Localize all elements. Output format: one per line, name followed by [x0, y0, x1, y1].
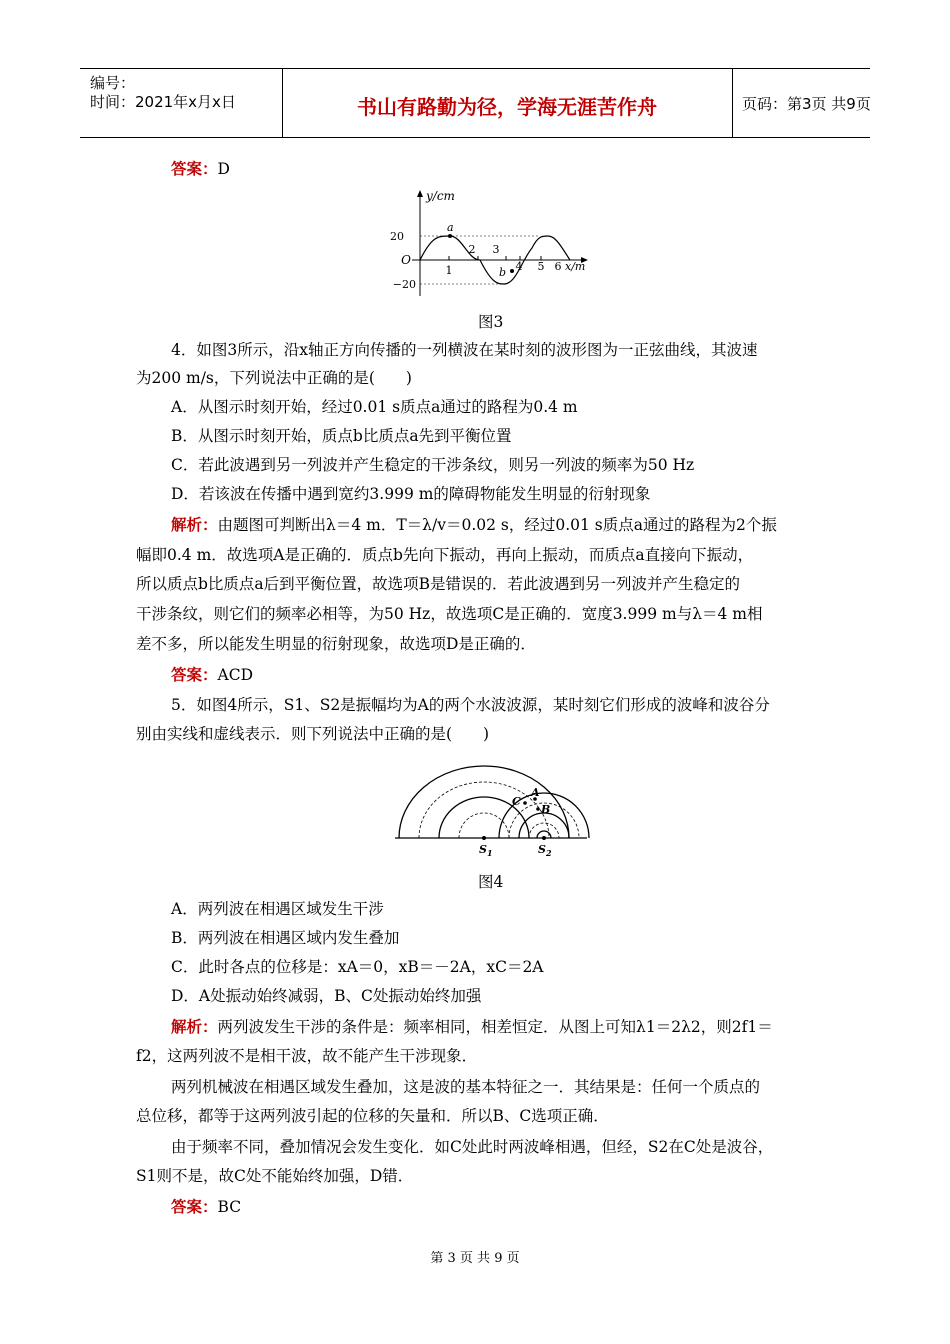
- q5-paragraph2-line1: 两列机械波在相遇区域发生叠加，这是波的基本特征之一．其结果是：任何一个质点的: [171, 1078, 761, 1096]
- s1-dot: [482, 836, 486, 840]
- q5-answer-value: BC: [217, 1198, 242, 1216]
- x-axis-label: x/m: [565, 260, 586, 273]
- y-axis-arrow: [417, 190, 423, 197]
- point-b-dot: [536, 807, 540, 811]
- label-s1: $S_1$: [479, 843, 493, 858]
- q4-analysis-line4: 干涉条纹，则它们的频率必相等，为50 Hz，故选项C是正确的．宽度3.999 m与λ＝4 m相: [136, 605, 763, 623]
- label-c: C: [512, 795, 521, 808]
- page-footer: 第 3 页 共 9 页: [430, 1251, 520, 1266]
- label-a: A: [531, 786, 540, 799]
- y-bottom-label: −20: [392, 278, 416, 291]
- q4-analysis-line2: 幅即0.4 m．故选项A是正确的．质点b先向下振动，再向上振动，而质点a直接向下振动，: [136, 546, 754, 564]
- header-right-cell: [732, 69, 870, 137]
- point-b-label: b: [499, 266, 507, 279]
- header-mid-cell: [282, 69, 733, 137]
- answer-value: D: [217, 160, 230, 178]
- answer-label: 答案：: [171, 1198, 218, 1216]
- s1-wave-trough-outer: [419, 782, 549, 838]
- page-header: [80, 68, 870, 138]
- q4-answer-value: ACD: [217, 666, 253, 684]
- date-label: 时间：2021年x月x日: [90, 93, 236, 111]
- q5-analysis-text1: 两列波发生干涉的条件是：频率相同，相差恒定．从图上可知λ1＝2λ2，则2f1＝: [217, 1018, 773, 1036]
- page-label: 页码：第3页 共9页: [742, 95, 871, 113]
- q4-analysis-line1: [171, 514, 777, 536]
- prev-answer-line: [171, 158, 230, 180]
- s1-wave-crest-outer: [399, 766, 569, 838]
- x-tick-label-5: 5: [537, 260, 545, 273]
- q5-paragraph2-line2: 总位移，都等于这两列波引起的位移的矢量和．所以B、C选项正确．: [136, 1107, 609, 1125]
- q5-option-a: A．两列波在相遇区域发生干涉: [171, 900, 384, 918]
- point-a-dot: [448, 234, 452, 238]
- x-tick-label-1: 1: [445, 264, 453, 277]
- s2-dot: [542, 836, 546, 840]
- answer-label: 答案：: [171, 160, 218, 178]
- q4-analysis-text1: 由题图可判断出λ＝4 m．T＝λ/v＝0.02 s，经过0.01 s质点a通过的路程为2个振: [217, 516, 777, 534]
- s1-wave-trough-inner: [459, 813, 509, 838]
- q4-analysis-line3: 所以质点b比质点a后到平衡位置，故选项B是错误的．若此波遇到另一列波并产生稳定的: [136, 575, 741, 593]
- q5-option-c: C．此时各点的位移是：xA＝0，xB＝－2A，xC＝2A: [171, 958, 544, 976]
- code-label: 编号：: [90, 74, 136, 92]
- label-b: B: [541, 803, 551, 816]
- q5-answer-line: [171, 1196, 241, 1218]
- x-tick-label-2: 2: [468, 243, 476, 256]
- q4-analysis-line5: 差不多，所以能发生明显的衍射现象，故选项D是正确的．: [136, 635, 536, 653]
- motto: 书山有路勤为径，学海无涯苦作舟: [357, 95, 657, 119]
- analysis-label: 解析：: [171, 516, 218, 534]
- header-left-cell: [80, 69, 283, 137]
- origin-label: O: [401, 253, 411, 267]
- q4-option-b: B．从图示时刻开始，质点b比质点a先到平衡位置: [171, 427, 512, 445]
- figure3-caption: 图3: [478, 313, 504, 331]
- q5-line1: 5．如图4所示，S1、S2是振幅均为A的两个水波波源，某时刻它们形成的波峰和波谷分: [171, 696, 770, 714]
- x-tick-label-6: 6: [554, 260, 562, 273]
- q5-analysis-line2: f2，这两列波不是相干波，故不能产生干涉现象．: [136, 1047, 478, 1065]
- q5-line2: 别由实线和虚线表示．则下列说法中正确的是( ): [136, 725, 490, 743]
- q5-paragraph3-line2: S1则不是，故C处不能始终加强，D错．: [136, 1167, 414, 1185]
- x-tick-label-4: 4: [515, 260, 523, 273]
- figure4-caption: 图4: [478, 873, 504, 891]
- answer-label: 答案：: [171, 666, 218, 684]
- point-c-dot: [523, 801, 527, 805]
- figure4-wave-sources: [395, 755, 590, 860]
- q4-option-c: C．若此波遇到另一列波并产生稳定的干涉条纹，则另一列波的频率为50 Hz: [171, 456, 695, 474]
- q5-option-d: D．A处振动始终减弱，B、C处振动始终加强: [171, 987, 482, 1005]
- y-axis-label: y/cm: [426, 189, 455, 203]
- x-tick-label-3: 3: [492, 243, 500, 256]
- q4-line1: 4．如图3所示，沿x轴正方向传播的一列横波在某时刻的波形图为一正弦曲线，其波速: [171, 341, 758, 359]
- q5-option-b: B．两列波在相遇区域内发生叠加: [171, 929, 400, 947]
- q4-answer-line: [171, 664, 253, 686]
- q4-option-a: A．从图示时刻开始，经过0.01 s质点a通过的路程为0.4 m: [171, 398, 578, 416]
- figure3-wave-graph: [390, 188, 600, 300]
- y-top-label: 20: [390, 230, 404, 243]
- q5-paragraph3-line1: 由于频率不同，叠加情况会发生变化．如C处此时两波峰相遇，但经，S2在C处是波谷，: [171, 1138, 774, 1156]
- label-s2: $S_2$: [538, 843, 552, 858]
- point-a-label: a: [447, 221, 454, 234]
- analysis-label: 解析：: [171, 1018, 218, 1036]
- q4-line2: 为200 m/s，下列说法中正确的是( ): [136, 369, 412, 387]
- q5-analysis-line1: [171, 1016, 773, 1038]
- q4-option-d: D．若该波在传播中遇到宽约3.999 m的障碍物能发生明显的衍射现象: [171, 485, 651, 503]
- point-b-dot: [510, 269, 514, 273]
